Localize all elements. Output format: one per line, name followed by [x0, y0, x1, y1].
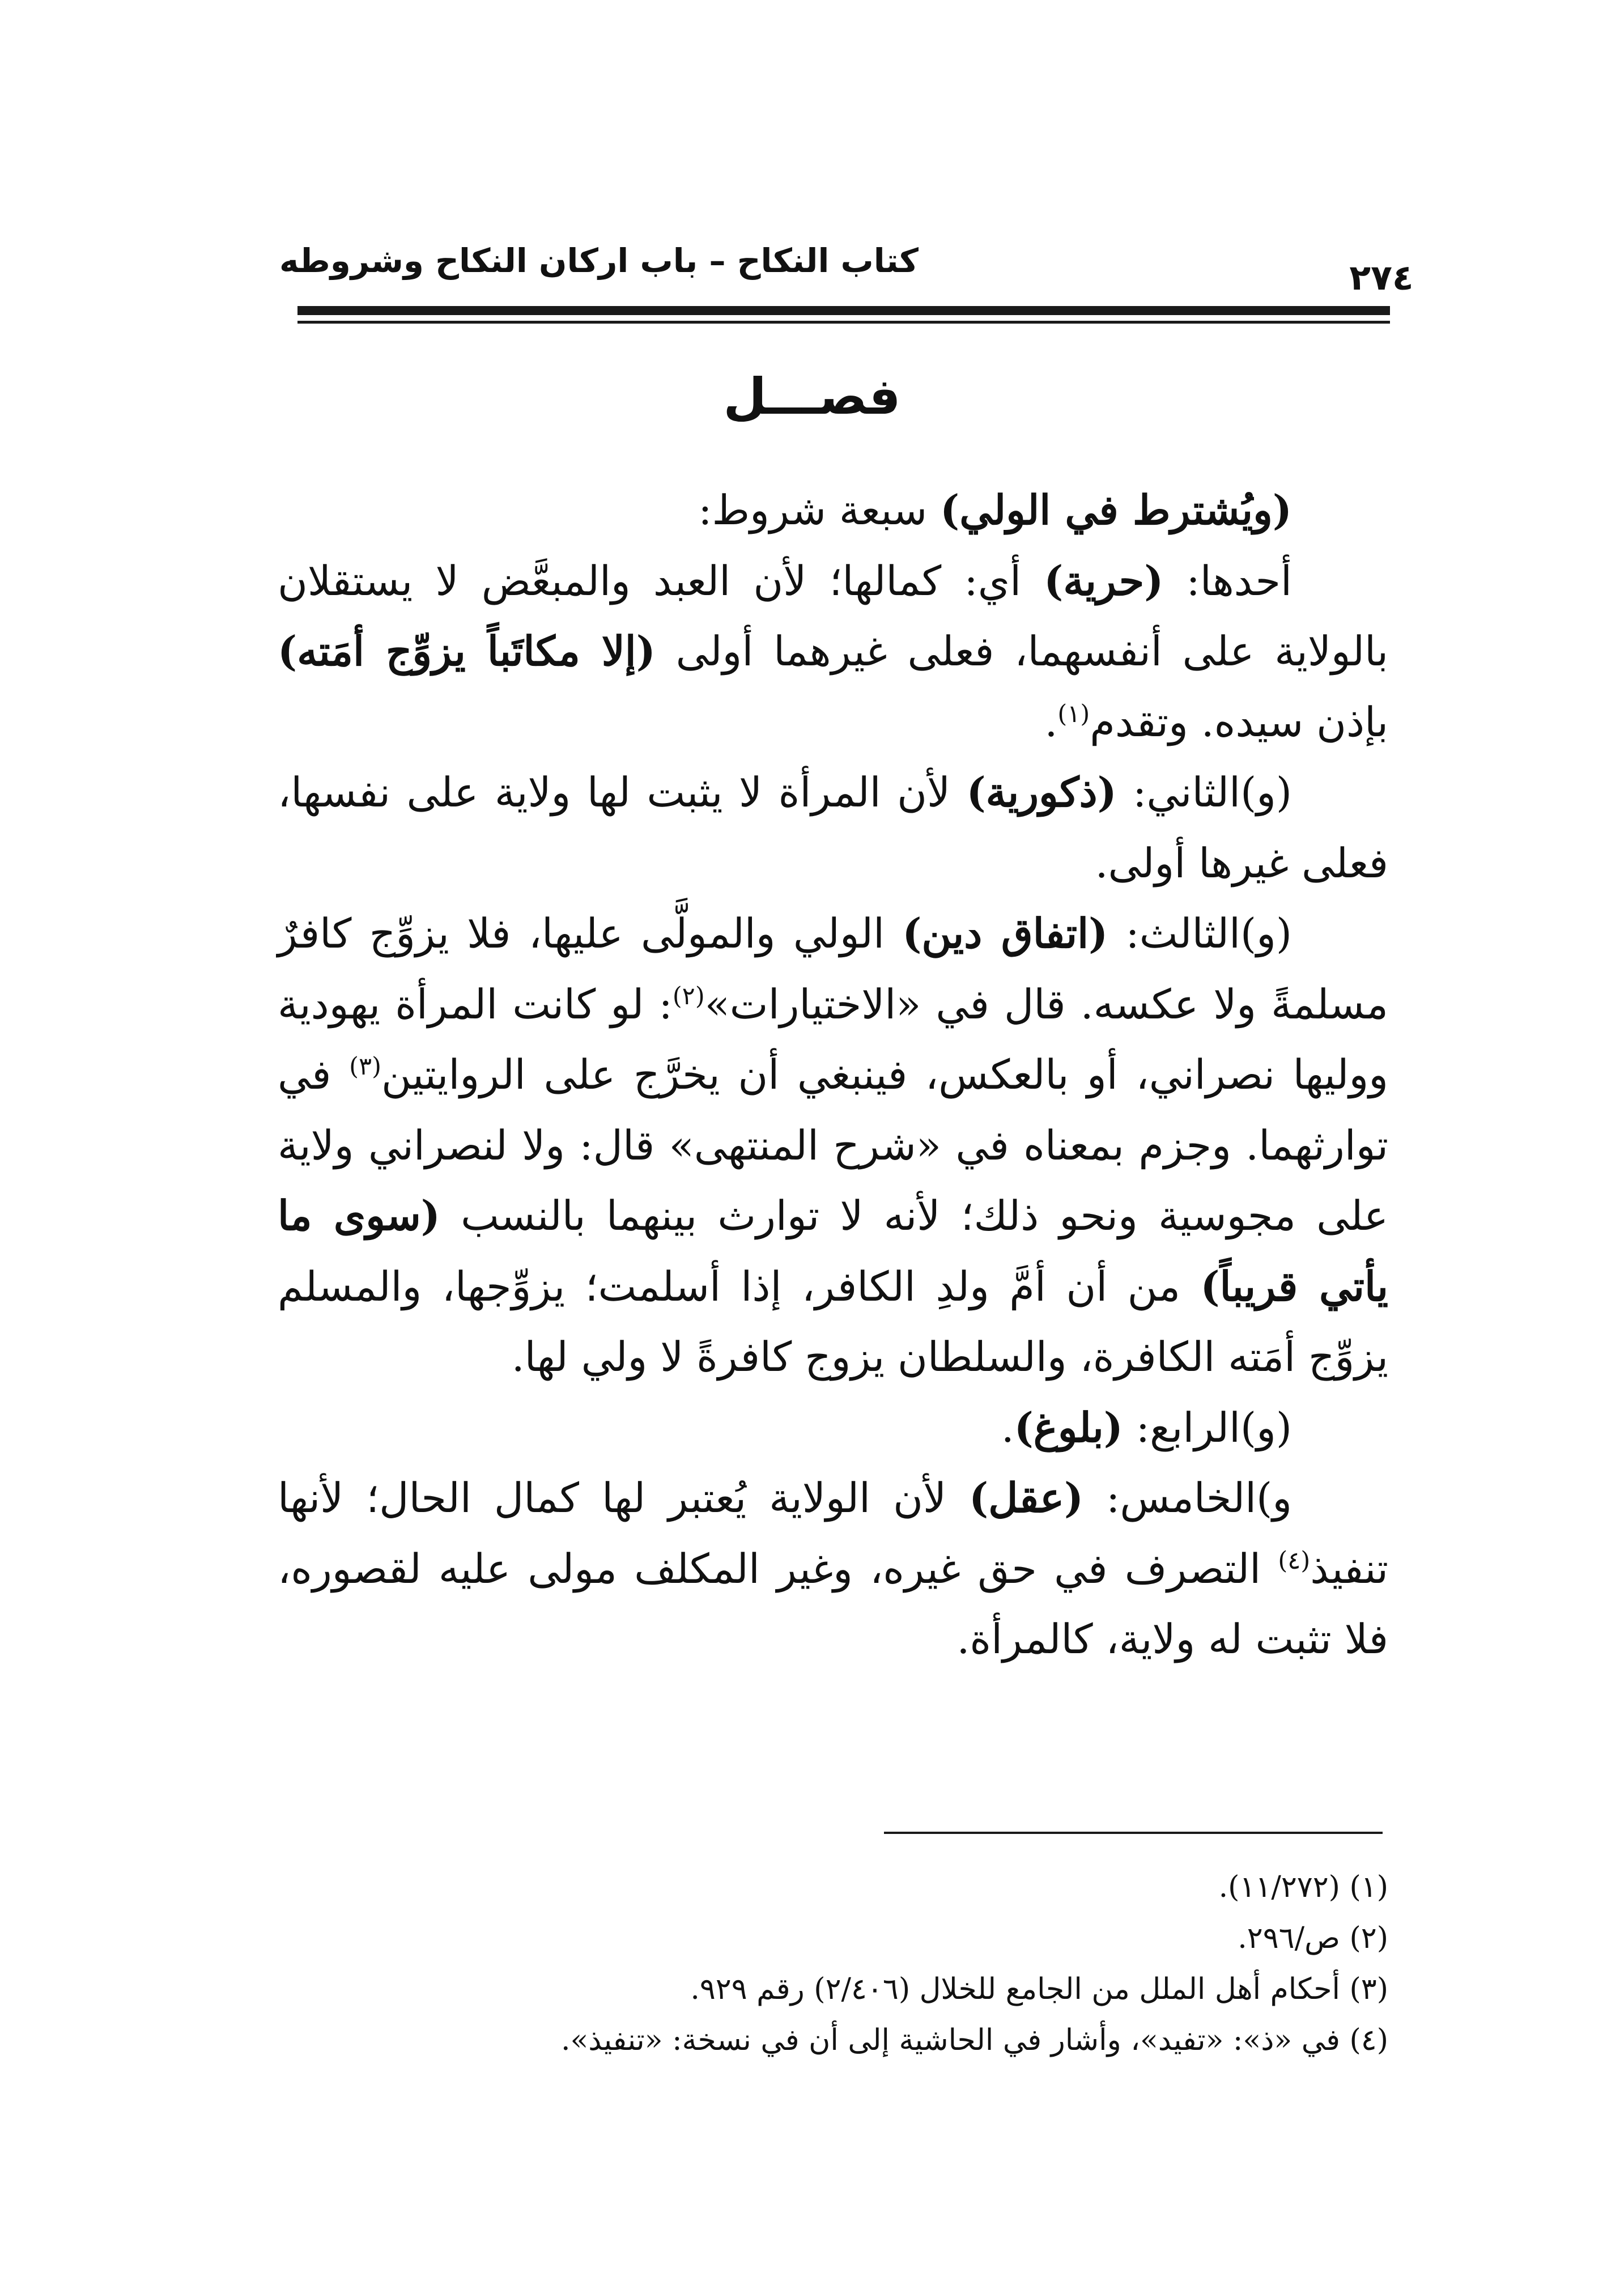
running-head: كتاب النكاح – باب اركان النكاح وشروطه — [279, 241, 919, 280]
paragraph-6 — [278, 1463, 1388, 1675]
footnote-ref: (٢) — [672, 982, 705, 1010]
bold-term: (حرية) — [1044, 556, 1164, 605]
bold-term: (بلوغ) — [1014, 1403, 1123, 1451]
paragraph-text: التصرف في حق غيره، وغير المكلف مولى عليه لقصوره، فلا تثبت له ولاية، كالمرأة. — [278, 1544, 1388, 1663]
footnote-ref: (٤) — [1278, 1546, 1311, 1575]
bold-term: (ذكورية) — [966, 768, 1117, 816]
paragraph-text: أي: كمالها؛ لأن العبد والمبعَّض لا يستقلان بالولاية على أنفسهما، فعلى غيرهما أولى — [278, 557, 1388, 675]
paragraph-text: في توارثهما. وجزم بمعناه في «شرح المنتهى» قال: ولا لنصراني ولاية على مجوسية ونحو ذلك؛ لأنه لا توارث بينهما بالنسب — [278, 1051, 1388, 1239]
paragraph-text: الولي والمولَّى عليها، فلا يزوِّج كافرٌ مسلمةً ولا عكسه. قال في «الاختيارات» — [278, 910, 1388, 1028]
paragraph-text: بإذن سيده. وتقدم — [1090, 698, 1388, 746]
paragraph-5 — [278, 1392, 1388, 1463]
bold-term: (عقل) — [969, 1474, 1084, 1522]
paragraph-text: لأن المرأة لا يثبت لها ولاية على نفسها، فعلى غيرها أولى. — [278, 768, 1388, 887]
bold-term: (إلا مكاتَباً يزوِّج أمَته) — [278, 627, 656, 675]
footnote-separator — [884, 1832, 1383, 1834]
paragraph-3 — [278, 757, 1388, 898]
bold-term: (اتفاق دين) — [902, 909, 1108, 957]
paragraph-text: (و)الرابع: — [1123, 1403, 1292, 1451]
paragraph-text: : لو كانت المرأة يهودية ووليها نصراني، أو بالعكس، فينبغي أن يخرَّج على الروايتين — [278, 980, 1388, 1098]
footnote-4: (٤) في «ذ»: «تفيد»، وأشار في الحاشية إلى أن في نسخة: «تنفيذ». — [560, 2023, 1388, 2057]
header-rule-thick — [297, 306, 1390, 315]
footnote-2: (٢) ص/٢٩٦. — [1238, 1921, 1388, 1955]
paragraph-text: (و)الثالث: — [1108, 910, 1292, 957]
header-rule-thin — [297, 321, 1390, 324]
paragraph-4 — [278, 898, 1388, 1392]
paragraph-2 — [278, 546, 1388, 758]
body-text — [278, 475, 1388, 1675]
footnote-3: (٣) أحكام أهل الملل من الجامع للخلال (٢/٤٠٦) رقم ٩٢٩. — [690, 1972, 1388, 2006]
bold-term: (سوى ما يأتي قريباً) — [278, 1191, 1388, 1310]
paragraph-text: من أن أمَّ ولدِ الكافر، إذا أسلمت؛ يزوِّجها، والمسلم يزوِّج أمَته الكافرة، والسلطان يزوج كافرةً لا ولي لها. — [278, 1262, 1388, 1381]
footnote-ref: (٣) — [349, 1052, 382, 1081]
footnote-1: (١) (١١/٢٧٢). — [1218, 1870, 1388, 1904]
footnotes — [278, 1862, 1388, 2066]
paragraph-text: . — [1044, 698, 1058, 746]
paragraph-1 — [278, 475, 1388, 546]
paragraph-text: (و)الثاني: — [1116, 768, 1293, 816]
footnote-ref: (١) — [1057, 699, 1090, 728]
paragraph-text: . — [1001, 1403, 1014, 1451]
paragraph-text: و)الخامس: — [1083, 1474, 1293, 1522]
paragraph-text: لأن الولاية يُعتبر لها كمال الحال؛ لأنها تنفيذ — [278, 1474, 1388, 1593]
paragraph-text: أحدها: — [1163, 557, 1292, 605]
paragraph-text: سبعة شروط: — [698, 486, 941, 534]
page-number: ٢٧٤ — [1349, 257, 1414, 298]
bold-term: (ويُشترط في الولي) — [940, 486, 1292, 534]
section-title: فصـــل — [723, 367, 901, 426]
